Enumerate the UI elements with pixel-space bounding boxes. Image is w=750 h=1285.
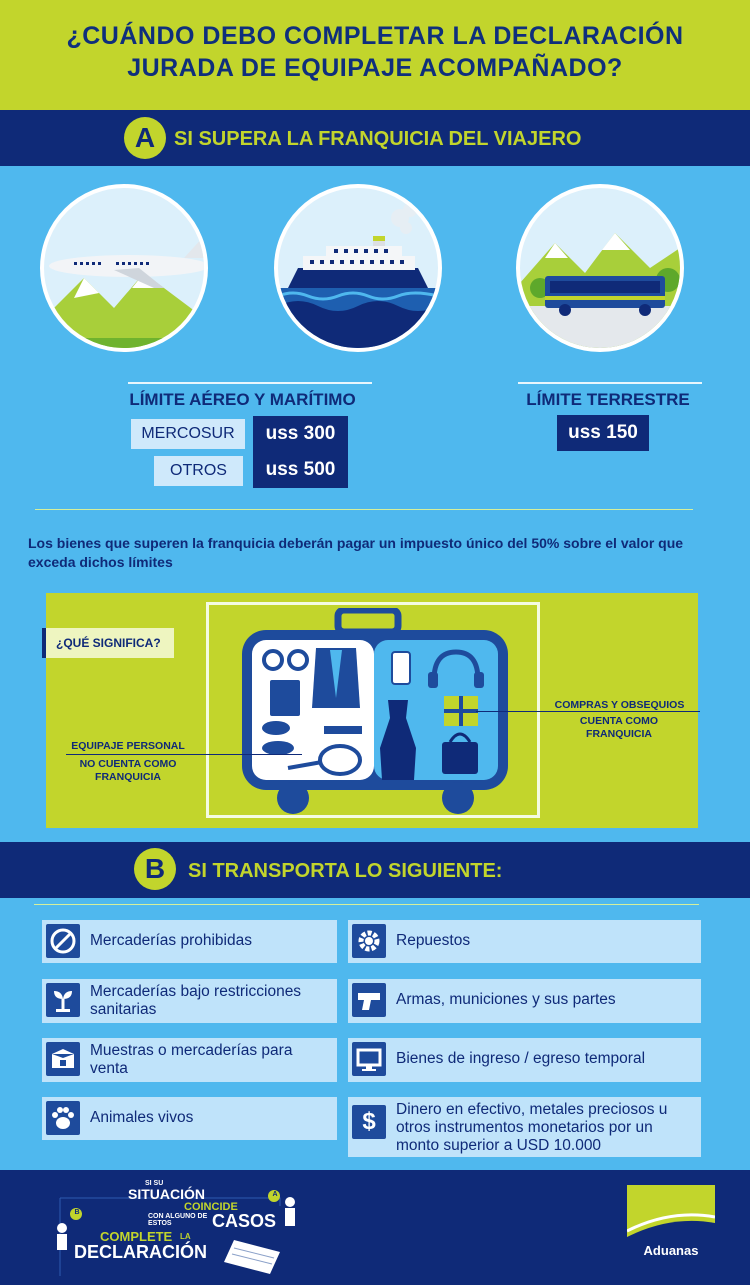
gun-icon bbox=[352, 983, 386, 1017]
mercosur-label: MERCOSUR bbox=[131, 419, 245, 449]
suitcase-illustration bbox=[238, 608, 518, 818]
purchases-title: COMPRAS Y OBSEQUIOS bbox=[554, 699, 685, 711]
section-a-badge: A bbox=[124, 117, 166, 159]
land-underline bbox=[518, 382, 702, 384]
section-b-divider bbox=[34, 904, 699, 905]
logo-text: Aduanas bbox=[643, 1243, 699, 1258]
footer-text-5: CASOS bbox=[212, 1211, 277, 1231]
item-label: Muestras o mercaderías para venta bbox=[90, 1042, 293, 1077]
monitor-icon bbox=[352, 1042, 386, 1076]
air-sea-limit-title: LÍMITE AÉREO Y MARÍTIMO bbox=[129, 390, 356, 409]
land-limit-title: LÍMITE TERRESTRE bbox=[526, 390, 690, 409]
list-item bbox=[42, 1038, 337, 1082]
list-item bbox=[42, 1097, 337, 1140]
item-label: Bienes de ingreso / egreso temporal bbox=[396, 1050, 646, 1067]
paw-icon bbox=[46, 1101, 80, 1135]
section-b-badge: B bbox=[134, 848, 176, 890]
footer-text-6: COMPLETE bbox=[100, 1229, 173, 1244]
plane-circle bbox=[40, 184, 208, 352]
passport-icon bbox=[270, 680, 300, 716]
item-label: Dinero en efectivo, metales preciosos u otros instrumentos monetarios por un monto superior a USD 10.000 bbox=[396, 1101, 668, 1154]
list-item bbox=[348, 1038, 701, 1082]
item-label: Repuestos bbox=[396, 932, 471, 949]
air-sea-underline bbox=[128, 382, 372, 384]
phone-icon bbox=[392, 652, 410, 684]
land-value: uss 150 bbox=[557, 415, 649, 451]
significa-label: ¿QUÉ SIGNIFICA? bbox=[42, 628, 174, 658]
box-icon bbox=[46, 1042, 80, 1076]
plant-icon bbox=[46, 983, 80, 1017]
section-b-title: SI TRANSPORTA LO SIGUIENTE: bbox=[188, 860, 503, 882]
footer-text-3: COINCIDE bbox=[184, 1201, 238, 1213]
aduanas-logo bbox=[627, 1185, 715, 1273]
footer-text-4: CON ALGUNO DE ESTOS bbox=[148, 1213, 208, 1227]
comb-icon bbox=[324, 726, 362, 734]
ship-circle bbox=[274, 184, 442, 352]
gear-icon bbox=[352, 924, 386, 958]
otros-label: OTROS bbox=[154, 456, 243, 486]
mercosur-value: uss 300 bbox=[253, 416, 348, 452]
divider bbox=[35, 509, 693, 510]
title-line-2: JURADA DE EQUIPAJE ACOMPAÑADO? bbox=[127, 54, 623, 82]
list-item bbox=[348, 920, 701, 963]
section-a-title: SI SUPERA LA FRANQUICIA DEL VIAJERO bbox=[174, 128, 582, 150]
list-item bbox=[42, 979, 337, 1023]
tax-note: Los bienes que superen la franquicia deberán pagar un impuesto único del 50% sobre el valor que exceda dichos límites bbox=[28, 535, 684, 570]
dollar-icon: $ bbox=[352, 1105, 386, 1139]
sandals-icon bbox=[262, 721, 290, 735]
item-label: Mercaderías bajo restricciones sanitarias bbox=[90, 983, 302, 1018]
prohibited-icon bbox=[46, 924, 80, 958]
person-right-icon bbox=[285, 1197, 295, 1207]
list-item bbox=[348, 1097, 701, 1157]
item-label: Mercaderías prohibidas bbox=[90, 932, 252, 949]
personal-luggage-title: EQUIPAJE PERSONAL bbox=[71, 740, 185, 752]
footer-text-1: SI SU bbox=[145, 1180, 164, 1187]
left-pointer-line bbox=[66, 754, 302, 755]
ship-illustration bbox=[278, 188, 438, 348]
list-item bbox=[348, 979, 701, 1023]
list-item bbox=[42, 920, 337, 963]
footer-text-7: LA bbox=[180, 1232, 191, 1241]
handbag-icon bbox=[442, 742, 478, 774]
item-label: Animales vivos bbox=[90, 1109, 194, 1126]
footer-text-8: DECLARACIÓN bbox=[74, 1242, 207, 1262]
personal-luggage-note: NO CUENTA COMO FRANQUICIA bbox=[79, 758, 177, 783]
purchases-note: CUENTA COMO FRANQUICIA bbox=[579, 715, 659, 740]
footer-text-2: SITUACIÓN bbox=[128, 1186, 205, 1202]
plane-illustration bbox=[44, 188, 204, 348]
person-left-icon bbox=[57, 1223, 67, 1233]
footer-marker-a: A bbox=[272, 1191, 278, 1198]
otros-value: uss 500 bbox=[253, 452, 348, 488]
title-line-1: ¿CUÁNDO DEBO COMPLETAR LA DECLARACIÓN bbox=[66, 22, 684, 50]
item-label: Armas, municiones y sus partes bbox=[396, 991, 616, 1008]
footer-marker-b: B bbox=[74, 1209, 80, 1216]
bus-circle bbox=[516, 184, 684, 352]
page-title bbox=[0, 20, 750, 84]
plane-icon bbox=[49, 236, 204, 288]
bus-illustration bbox=[520, 188, 680, 348]
